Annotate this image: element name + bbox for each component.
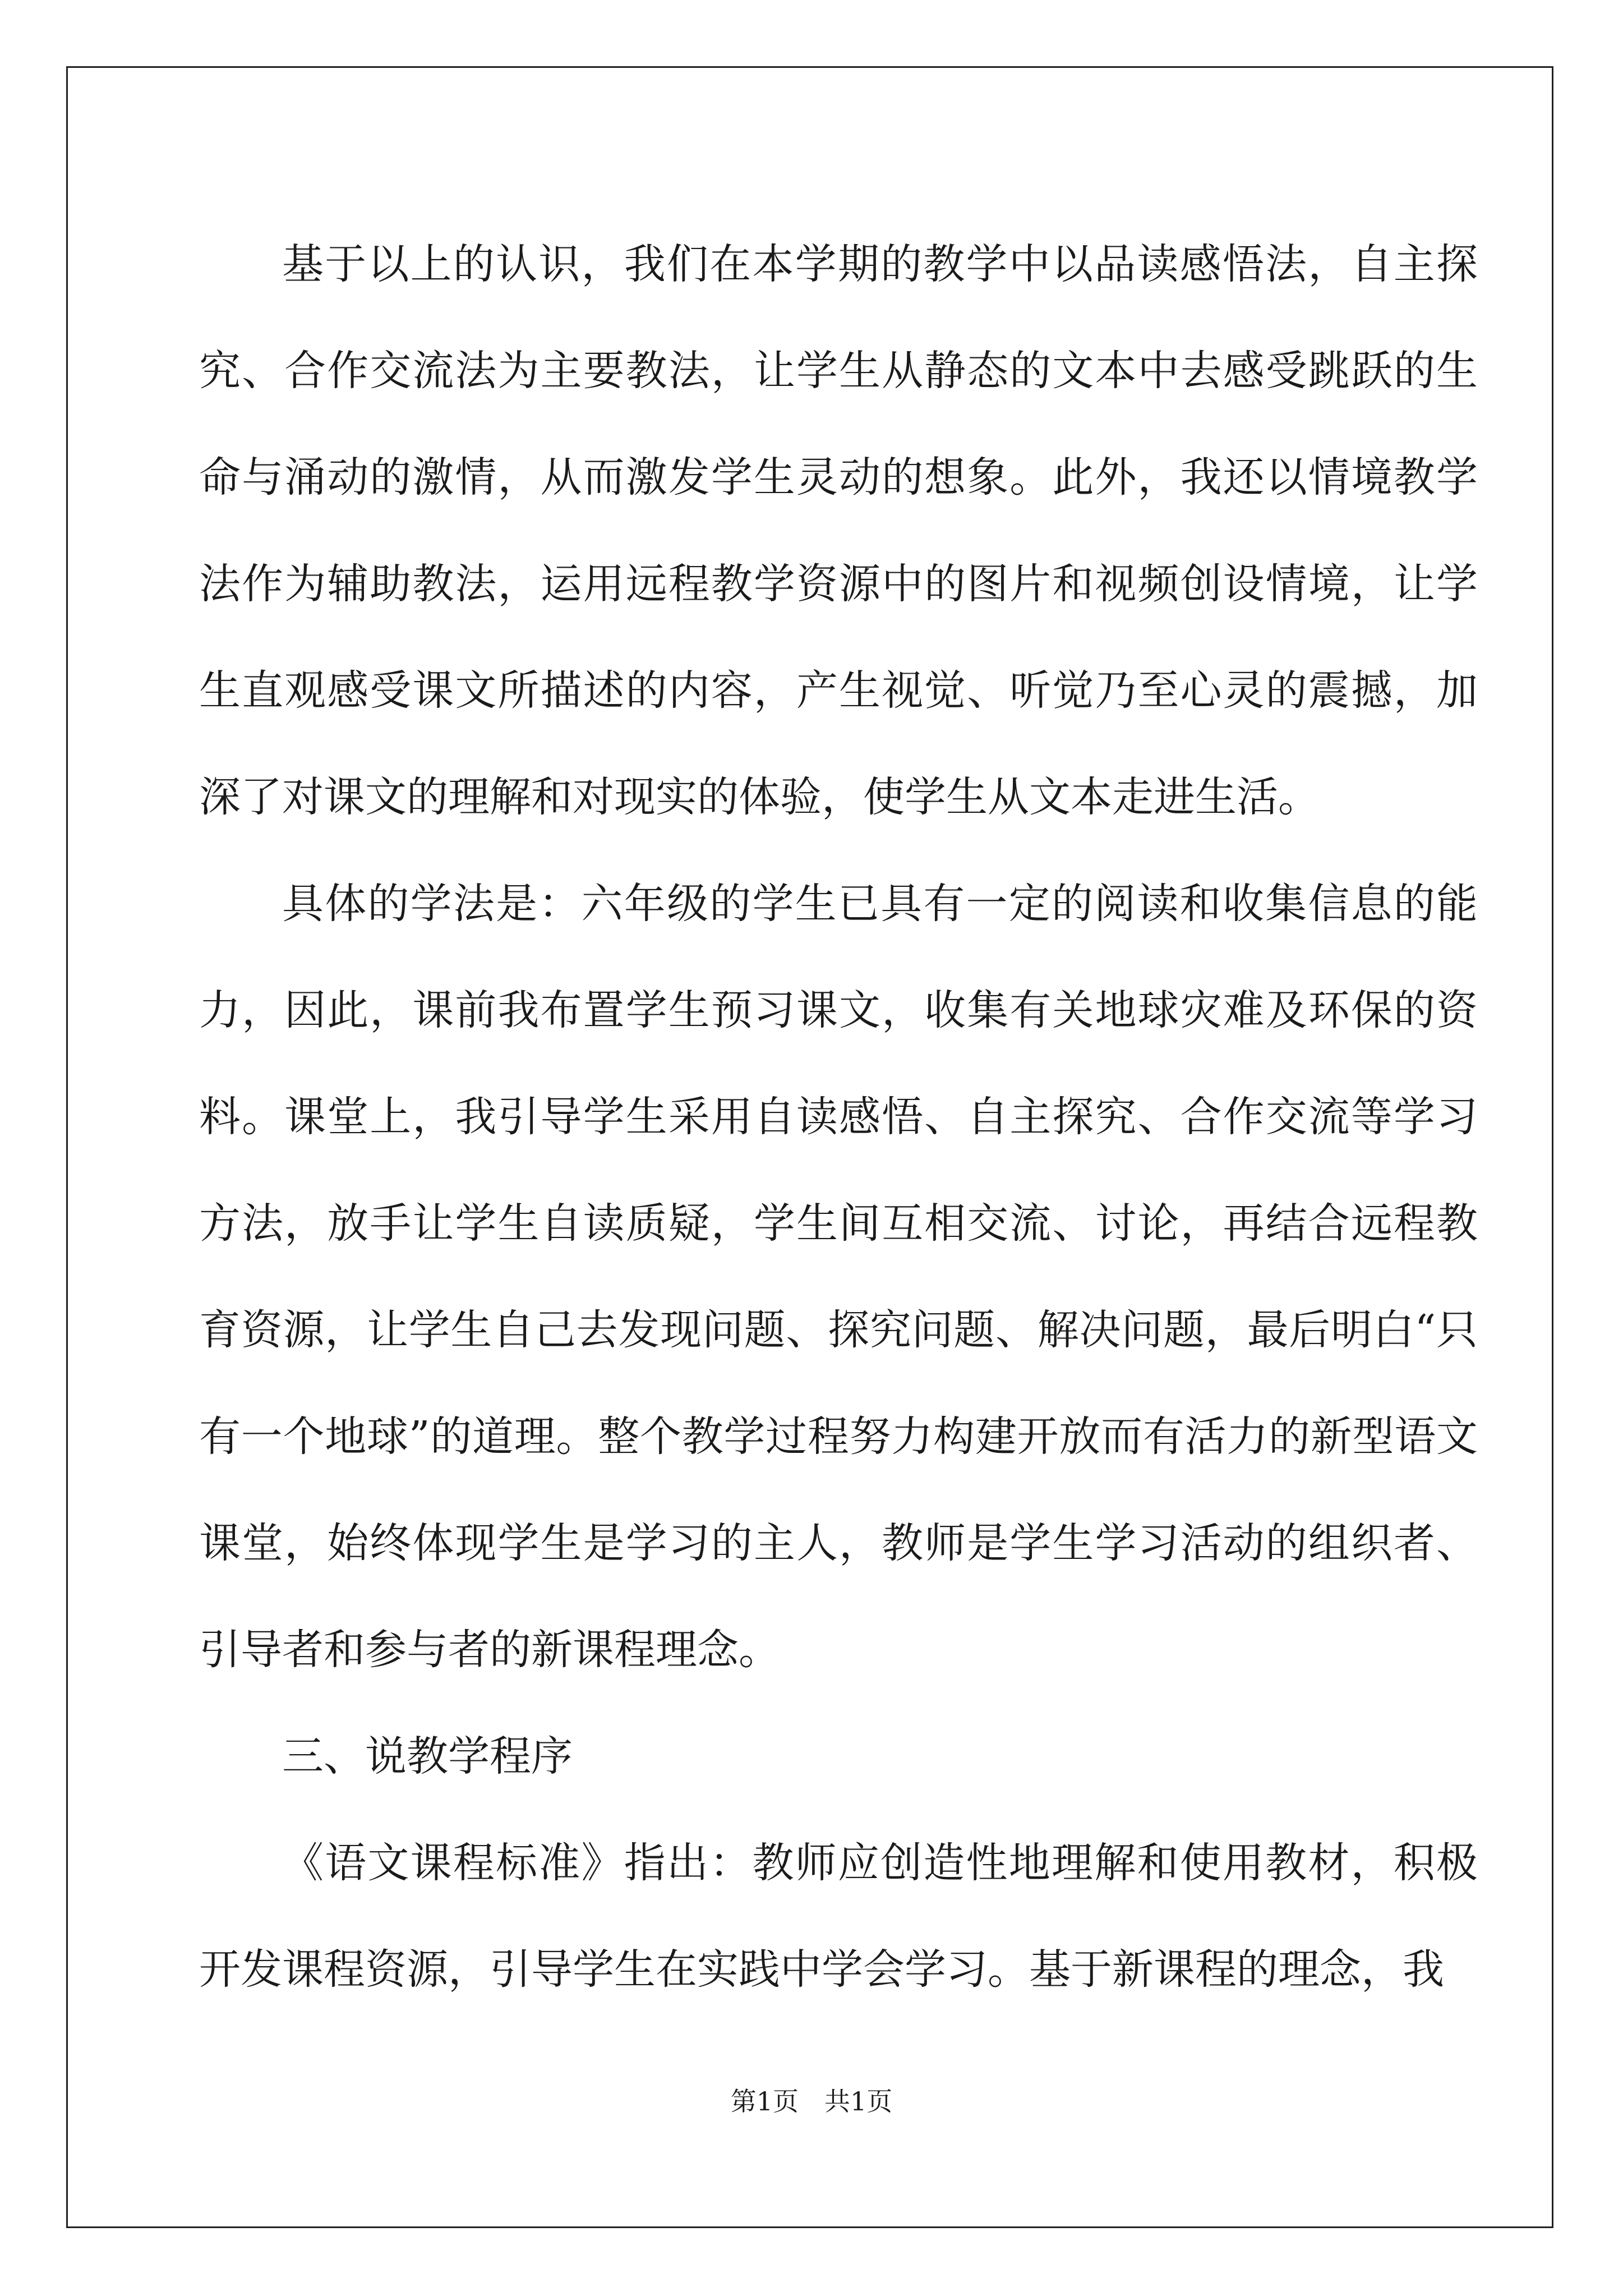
section-heading: 三、说教学程序	[282, 1732, 573, 1780]
page-number-footer: 第1页 共1页	[730, 2086, 893, 2116]
document-body	[199, 211, 1478, 2023]
paragraph-learning-method: 具体的学法是：六年级的学生已具有一定的阅读和收集信息的能力，因此，课前我布置学生预习课文，收集有关地球灾难及环保的资料。课堂上，我引导学生采用自读感悟、自主探究、合作交流等学习方法，放手让学生自读质疑，学生间互相交流、讨论，再结合远程教育资源，让学生自己去发现问题、探究问题、解决问题，最后明白“只有一个地球”的道理。整个教学过程努力构建开放而有活力的新型语文课堂，始终体现学生是学习的主人，教师是学生学习活动的组织者、引导者和参与者的新课程理念。	[199, 880, 1478, 1674]
paragraph-teaching-method: 基于以上的认识，我们在本学期的教学中以品读感悟法，自主探究、合作交流法为主要教法，让学生从静态的文本中去感受跳跃的生命与涌动的激情，从而激发学生灵动的想象。此外，我还以情境教学法作为辅助教法，运用远程教学资源中的图片和视频创设情境，让学生直观感受课文所描述的内容，产生视觉、听觉乃至心灵的震撼，加深了对课文的理解和对现实的体验，使学生从文本走进生活。	[199, 240, 1478, 821]
paragraph-curriculum-standard: 《语文课程标准》指出：教师应创造性地理解和使用教材，积极开发课程资源，引导学生在实践中学会学习。基于新课程的理念，我	[199, 1839, 1478, 1994]
